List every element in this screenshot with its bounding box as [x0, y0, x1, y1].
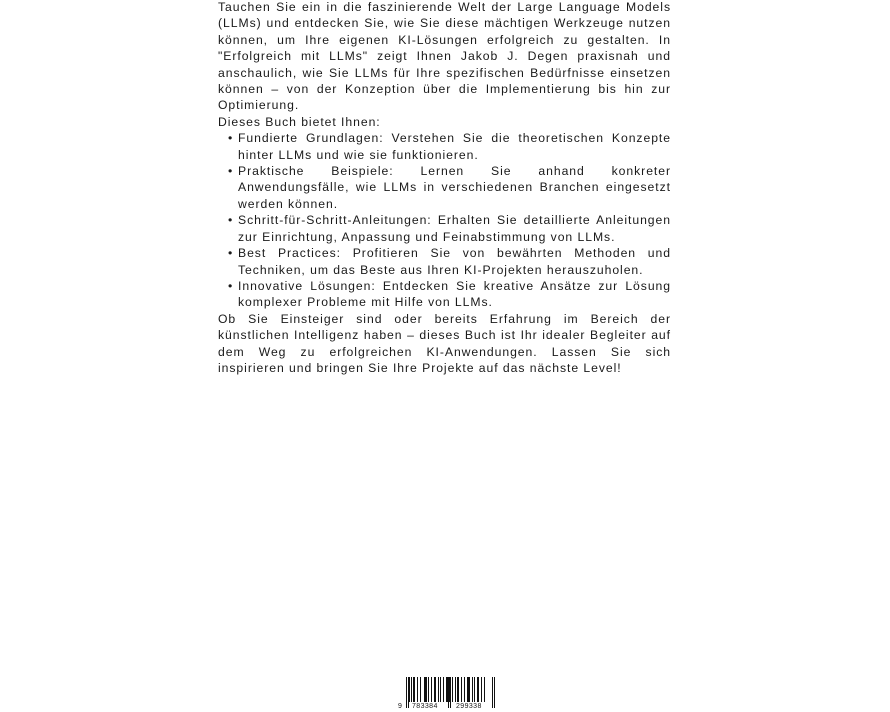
barcode-guard-bar — [494, 677, 495, 708]
barcode-bar — [467, 677, 470, 702]
intro-paragraph: Tauchen Sie ein in die faszinierende Welt der Large Language Models (LLMs) und entdecken Sie, wie Sie diese mächtigen Werkzeuge nutzen können, um Ihre eigenen KI-Lösungen erfolgreich zu gestalten. In "Erfolgreich mit LLMs" zeigt Ihnen Jakob J. Degen praxisnah und anschaulich, wie Sie LLMs für Ihre spezifischen Bedürfnisse einsetzen können – von der Konzeption über die Implementierung bis hin zur Optimierung. — [218, 0, 671, 113]
feature-list — [218, 130, 671, 310]
barcode-bar — [474, 677, 475, 702]
barcode-guard-bar — [492, 677, 493, 708]
barcode-bar — [464, 677, 465, 702]
barcode-bar — [420, 677, 421, 702]
isbn-barcode — [398, 677, 500, 711]
barcode-bar — [424, 677, 427, 702]
barcode-bar — [417, 677, 418, 702]
barcode-bar — [461, 677, 462, 702]
barcode-bar — [431, 677, 432, 702]
barcode-bar — [449, 677, 450, 702]
barcode-bar — [428, 677, 429, 702]
barcode-bar — [411, 677, 412, 702]
list-item: • Innovative Lösungen: Entdecken Sie kreative Ansätze zur Lösung komplexer Probleme mit Hilfe von LLMs. — [238, 278, 671, 311]
barcode-bar — [446, 677, 448, 702]
barcode-guard-bar — [406, 677, 407, 708]
list-item: • Fundierte Grundlagen: Verstehen Sie die theoretischen Konzepte hinter LLMs und wie sie funktionieren. — [238, 130, 671, 163]
barcode-guard-bar — [408, 677, 409, 708]
closing-paragraph: Ob Sie Einsteiger sind oder bereits Erfahrung im Bereich der künstlichen Intelligenz haben – dieses Buch ist Ihr idealer Begleiter auf dem Weg zu erfolgreichen KI-Anwendungen. Lassen Sie sich inspirieren und bringen Sie Ihre Projekte auf das nächste Level! — [218, 311, 671, 375]
list-item: • Best Practices: Profitieren Sie von bewährten Methoden und Techniken, um das Beste aus Ihren KI-Projekten herauszuholen. — [238, 245, 671, 278]
barcode-bar — [457, 677, 459, 702]
barcode-bar — [440, 677, 441, 702]
barcode-lead-digit: 9 — [398, 703, 403, 710]
list-item: • Schritt-für-Schritt-Anleitungen: Erhalten Sie detaillierte Anleitungen zur Einrichtung, Anpassung und Feinabstimmung von LLMs. — [238, 212, 671, 245]
barcode-bar — [472, 677, 473, 702]
barcode-group-right: 299338 — [456, 703, 482, 710]
barcode-bar — [443, 677, 444, 702]
list-item: • Praktische Beispiele: Lernen Sie anhand konkreter Anwendungsfälle, wie LLMs in verschiedenen Branchen eingesetzt werden können. — [238, 163, 671, 212]
barcode-bar — [481, 677, 482, 702]
barcode-bar — [409, 677, 410, 702]
barcode-bar — [452, 677, 453, 702]
barcode-bar — [455, 677, 456, 702]
list-intro: Dieses Buch bietet Ihnen: — [218, 114, 381, 129]
barcode-bar — [438, 677, 439, 702]
barcode-bar — [477, 677, 479, 702]
barcode-guard-bar — [450, 677, 451, 708]
back-cover-text — [218, 0, 671, 376]
barcode-bar — [484, 677, 485, 702]
barcode-bar — [413, 677, 415, 702]
barcode-bar — [434, 677, 436, 702]
barcode-guard-bar — [448, 677, 449, 708]
barcode-group-left: 783384 — [412, 703, 438, 710]
